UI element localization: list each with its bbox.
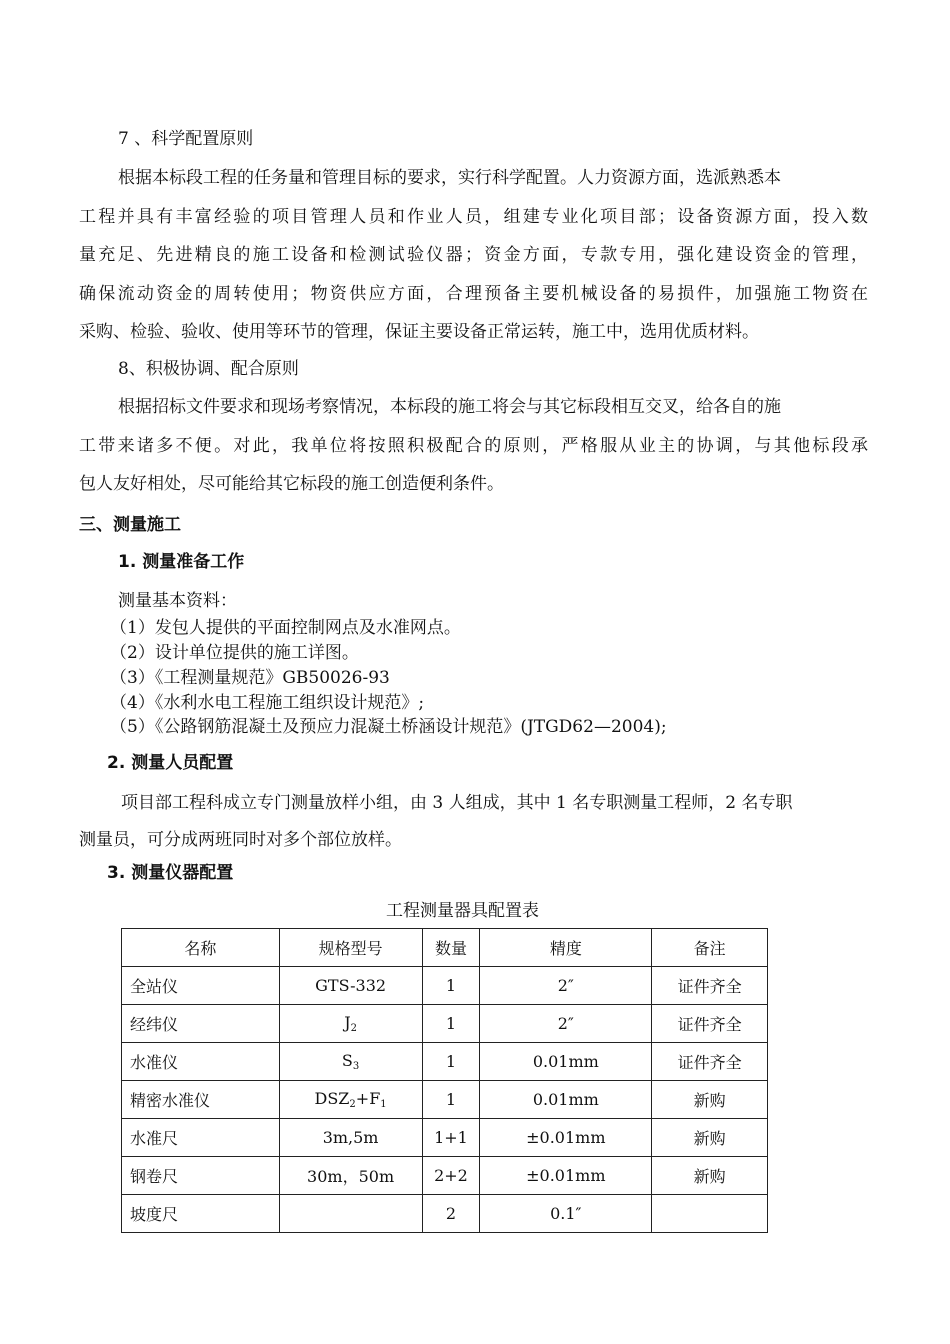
section8-line-2: 工带来诸多不便。对此，我单位将按照积极配合的原则，严格服从业主的协调，与其他标段承 [79, 436, 868, 456]
table-row [122, 1157, 768, 1195]
cell-qty: 2+2 [422, 1157, 480, 1195]
cell-precision: 2″ [480, 967, 652, 1005]
table-row [122, 1043, 768, 1081]
section8-heading: 8、积极协调、配合原则 [118, 359, 299, 379]
cell-qty: 1 [422, 1005, 480, 1043]
cell-note: 证件齐全 [652, 1043, 768, 1081]
table-row [122, 967, 768, 1005]
cell-qty: 1 [422, 967, 480, 1005]
reference-item-4: （4）《水利水电工程施工组织设计规范》; [110, 693, 425, 713]
cell-precision: 2″ [480, 1005, 652, 1043]
table-header-row [122, 929, 768, 967]
section8-line-3: 包人友好相处，尽可能给其它标段的施工创造便利条件。 [79, 474, 504, 494]
section7-line-1: 根据本标段工程的任务量和管理目标的要求，实行科学配置。人力资源方面，选派熟悉本 [118, 168, 781, 188]
cell-precision: 0.01mm [480, 1043, 652, 1081]
cell-precision: 0.01mm [480, 1081, 652, 1119]
section7-line-4: 确保流动资金的周转使用；物资供应方面，合理预备主要机械设备的易损件，加强施工物资在 [79, 284, 868, 304]
cell-note: 证件齐全 [652, 1005, 768, 1043]
header-note: 备注 [652, 929, 768, 967]
reference-item-1: （1）发包人提供的平面控制网点及水准网点。 [110, 618, 461, 638]
table-title: 工程测量器具配置表 [386, 901, 539, 921]
cell-name: 精密水准仪 [122, 1081, 280, 1119]
section7-heading: 7 、科学配置原则 [118, 129, 254, 149]
header-name: 名称 [122, 929, 280, 967]
sub2-heading: 2. 测量人员配置 [107, 753, 234, 773]
section7-line-2: 工程并具有丰富经验的项目管理人员和作业人员，组建专业化项目部；设备资源方面，投入数 [79, 207, 868, 227]
section7-line-5: 采购、检验、验收、使用等环节的管理，保证主要设备正常运转，施工中，选用优质材料。 [79, 322, 759, 342]
cell-name: 全站仪 [122, 967, 280, 1005]
cell-name: 水准尺 [122, 1119, 280, 1157]
sub2-line-1: 项目部工程科成立专门测量放样小组，由 3 人组成，其中 1 名专职测量工程师，2 名专职 [121, 793, 793, 813]
cell-model: 3m,5m [279, 1119, 422, 1157]
cell-note [652, 1195, 768, 1233]
cell-name: 水准仪 [122, 1043, 280, 1081]
instrument-table [121, 928, 768, 1233]
sub2-line-2: 测量员，可分成两班同时对多个部位放样。 [79, 830, 402, 850]
reference-item-5: （5）《公路钢筋混凝土及预应力混凝土桥涵设计规范》(JTGD62—2004); [110, 717, 667, 737]
sub1-heading: 1. 测量准备工作 [118, 552, 245, 572]
cell-note: 证件齐全 [652, 967, 768, 1005]
cell-model: $S_3$ [279, 1043, 422, 1081]
sub3-heading: 3. 测量仪器配置 [107, 863, 234, 883]
cell-name: 经纬仪 [122, 1005, 280, 1043]
cell-name: 钢卷尺 [122, 1157, 280, 1195]
cell-qty: 2 [422, 1195, 480, 1233]
cell-precision: ±0.01mm [480, 1119, 652, 1157]
reference-item-3: （3）《工程测量规范》GB50026-93 [110, 668, 390, 688]
header-precision: 精度 [480, 929, 652, 967]
reference-item-2: （2）设计单位提供的施工详图。 [110, 643, 359, 663]
section7-line-3: 量充足、先进精良的施工设备和检测试验仪器；资金方面，专款专用，强化建设资金的管理， [79, 245, 868, 265]
cell-model: GTS-332 [279, 967, 422, 1005]
header-model: 规格型号 [279, 929, 422, 967]
cell-qty: 1+1 [422, 1119, 480, 1157]
table-row [122, 1005, 768, 1043]
section8-line-1: 根据招标文件要求和现场考察情况，本标段的施工将会与其它标段相互交叉，给各自的施 [118, 397, 781, 417]
cell-model: $J_2$ [279, 1005, 422, 1043]
table-row [122, 1081, 768, 1119]
cell-model [279, 1195, 422, 1233]
cell-note: 新购 [652, 1081, 768, 1119]
header-qty: 数量 [422, 929, 480, 967]
sub1-intro: 测量基本资料： [118, 591, 237, 611]
cell-qty: 1 [422, 1043, 480, 1081]
table-row [122, 1195, 768, 1233]
cell-precision: ±0.01mm [480, 1157, 652, 1195]
table-row [122, 1119, 768, 1157]
cell-model: $DSZ_2+F_1$ [279, 1081, 422, 1119]
cell-precision: 0.1″ [480, 1195, 652, 1233]
cell-note: 新购 [652, 1119, 768, 1157]
cell-qty: 1 [422, 1081, 480, 1119]
cell-note: 新购 [652, 1157, 768, 1195]
cell-name: 坡度尺 [122, 1195, 280, 1233]
part3-heading: 三、测量施工 [79, 515, 181, 535]
cell-model: 30m，50m [279, 1157, 422, 1195]
